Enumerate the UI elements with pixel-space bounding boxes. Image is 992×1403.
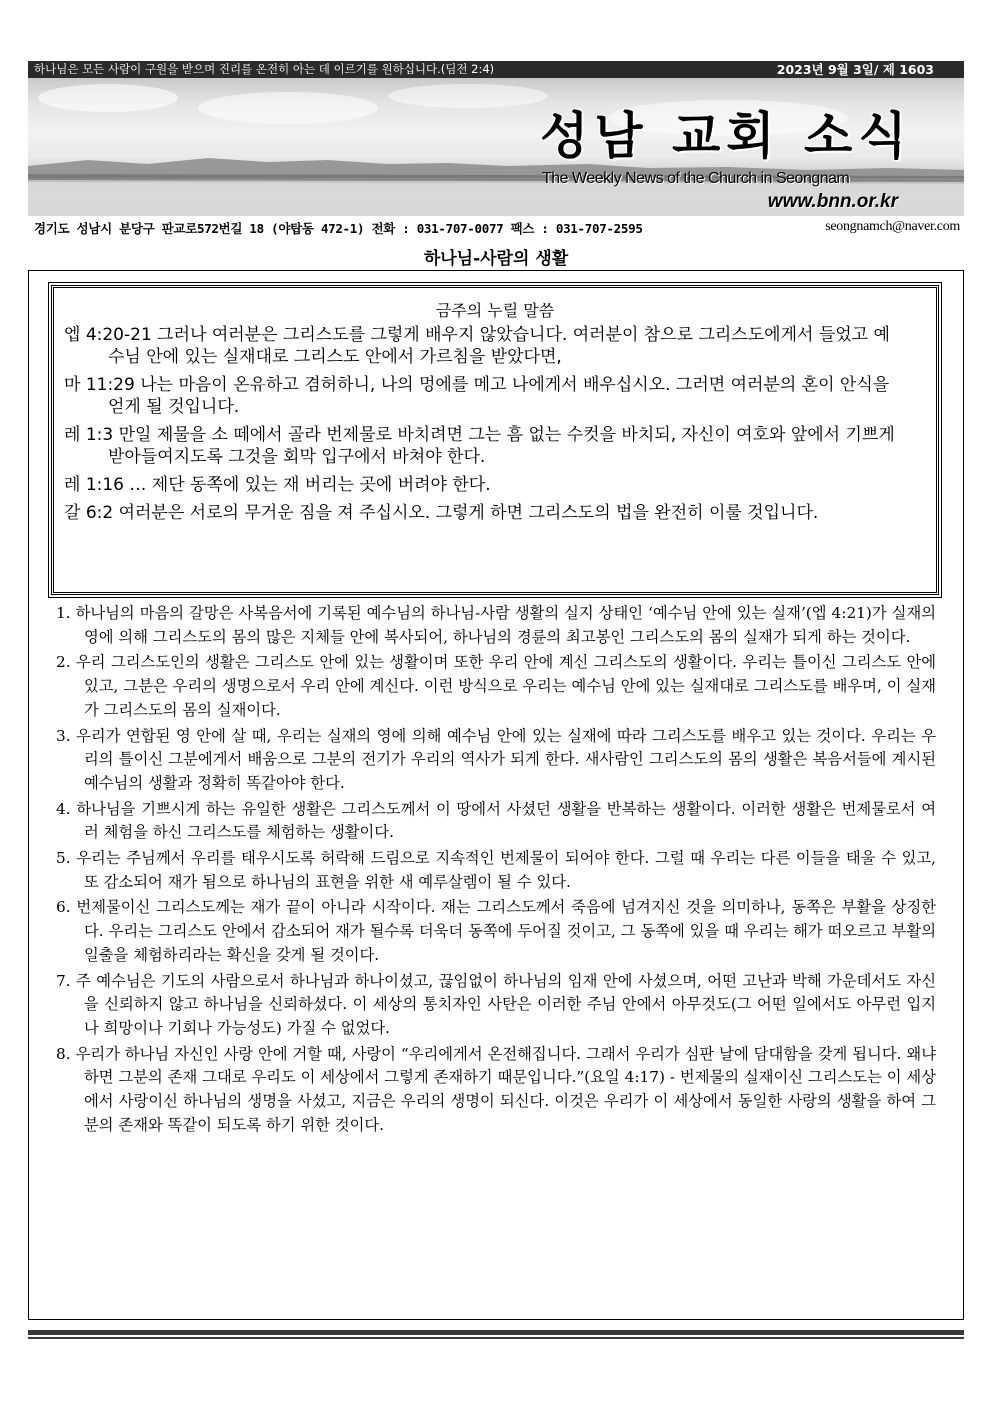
footer-divider-thin — [28, 1337, 964, 1339]
point-item: 5. 우리는 주님께서 우리를 태우시도록 허락해 드림으로 지속적인 번제물이 되어야 한다. 그럴 때 우리는 다른 이들을 태울 수 있고, 또 감소되어 재가 됨으로 하나님의 표현을 위한 새 예루살렘이 될 수 있다. — [56, 849, 936, 891]
footer-divider — [28, 1330, 964, 1335]
verse-item: 갈 6:2 여러분은 서로의 무거운 짐을 져 주십시오. 그렇게 하면 그리스도의 법을 완전히 이룰 것입니다. — [64, 503, 819, 523]
verse-item: 레 1:16 … 제단 동쪽에 있는 재 버리는 곳에 버려야 한다. — [64, 475, 491, 495]
newsletter-subtitle: The Weekly News of the Church in Seongnam — [542, 170, 850, 187]
website-link[interactable]: www.bnn.or.kr — [767, 191, 898, 212]
point-item: 3. 우리가 연합된 영 안에 살 때, 우리는 실재의 영에 의해 예수님 안에 있는 실재에 따라 그리스도를 배우고 있는 것이다. 우리는 우리의 틀이신 그분에게서 배움으로 그분의 전기가 우리의 역사가 되게 한다. 새사람인 그리스도의 몸의 생활은 복음서들에 계시된 예수님의 생활과 정확히 똑같아야 한다. — [56, 726, 936, 792]
point-item: 1. 하나님의 마음의 갈망은 사복음서에 기록된 예수님의 하나님-사람 생활의 실지 상태인 ‘예수님 안에 있는 실재’(엡 4:21)가 실재의 영에 의해 그리스도의 몸의 많은 지체들 안에 복사되어, 하나님의 경륜의 최고봉인 그리스도의 몸의 실재가 되게 하는 것이다. — [56, 604, 936, 646]
verse-item: 마 11:29 나는 마음이 온유하고 겸허하니, 나의 멍에를 메고 나에게서 배우십시오. 그러면 여러분의 혼이 안식을 얻게 될 것입니다. — [64, 375, 890, 417]
point-item: 6. 번제물이신 그리스도께는 재가 끝이 아니라 시작이다. 재는 그리스도께서 죽음에 넘겨지신 것을 의미하나, 동쪽은 부활을 상징한다. 우리는 그리스도 안에서 감소되어 재가 될수록 더욱더 동쪽에 두어질 것이고, 그 동쪽에 있을 때 우리는 해가 떠오르고 부활의 일출을 체험하리라는 확신을 갖게 될 것이다. — [56, 898, 936, 964]
verses-heading: 금주의 누릴 말씀 — [435, 301, 555, 320]
newsletter-title: 성남 교회 소식 — [540, 107, 913, 165]
email-link[interactable]: seongnamch@naver.com — [825, 219, 960, 234]
issue-date: 2023년 9월 3일/ 제 1603 — [776, 62, 934, 77]
address-phone-fax: 경기도 성남시 분당구 판교로572번길 18 (야탑동 472-1) 전화 : 031-707-0077 팩스 : 031-707-2595 — [34, 221, 643, 236]
header-verse: 하나님은 모든 사람이 구원을 받으며 진리를 온전히 아는 데 이르기를 원하십니다.(딤전 2:4) — [34, 62, 495, 76]
verses-list — [64, 324, 904, 530]
contact-line — [34, 219, 960, 237]
verse-item: 레 1:3 만일 제물을 소 떼에서 골라 번제물로 바치려면 그는 흠 없는 수컷을 바치되, 자신이 여호와 앞에서 기쁘게 받아들여지도록 그것을 회막 입구에서 바쳐야 한다. — [64, 425, 895, 467]
page-title: 하나님-사람의 생활 — [423, 249, 569, 269]
point-item: 4. 하나님을 기쁘시게 하는 유일한 생활은 그리스도께서 이 땅에서 사셨던 생활을 반복하는 생활이다. 이러한 생활은 번제물로서 여러 체험을 하신 그리스도를 체험하는 생활이다. — [56, 799, 936, 842]
point-item: 7. 주 예수님은 기도의 사람으로서 하나님과 하나이셨고, 끊임없이 하나님의 임재 안에 사셨으며, 어떤 고난과 박해 가운데서도 자신을 신뢰하지 않고 하나님을 신뢰하셨다. 이 세상의 통치자인 사탄은 이러한 주님 안에서 아무것도(그 어떤 일에서도 아무런 입지나 희망이나 기회나 가능성도) 가질 수 없었다. — [56, 971, 936, 1037]
weekly-verses-box — [51, 285, 939, 595]
masthead-banner — [28, 78, 964, 216]
point-item: 8. 우리가 하나님 자신인 사랑 안에 거할 때, 사랑이 “우리에게서 온전해집니다. 그래서 우리가 심판 날에 담대함을 갖게 됩니다. 왜냐하면 그분의 존재 그대로 우리도 이 세상에서 그렇게 존재하기 때문입니다.”(요일 4:17) - 번제물의 실재이신 그리스도는 이 세상에서 사랑이신 하나님의 생명을 사셨고, 지금은 우리의 생명이 되신다. 이것은 우리가 이 세상에서 동일한 사랑의 생활을 하여 그분의 존재와 똑같이 되도록 하기 위한 것이다. — [56, 1044, 936, 1134]
verse-item: 엡 4:20-21 그러나 여러분은 그리스도를 그렇게 배우지 않았습니다. 여러분이 참으로 그리스도에게서 들었고 예수님 안에 있는 실재대로 그리스도 안에서 가르침을 받았다면, — [64, 325, 890, 367]
message-points — [56, 602, 936, 1139]
top-verse-bar — [28, 61, 964, 78]
point-item: 2. 우리 그리스도인의 생활은 그리스도 안에 있는 생활이며 또한 우리 안에 계신 그리스도의 생활이다. 우리는 틀이신 그리스도 안에 있고, 그분은 우리의 생명으로서 우리 안에 계신다. 이런 방식으로 우리는 예수님 안에 있는 실재대로 그리스도를 배우며, 이 실재가 그리스도의 몸의 실재이다. — [56, 653, 936, 719]
